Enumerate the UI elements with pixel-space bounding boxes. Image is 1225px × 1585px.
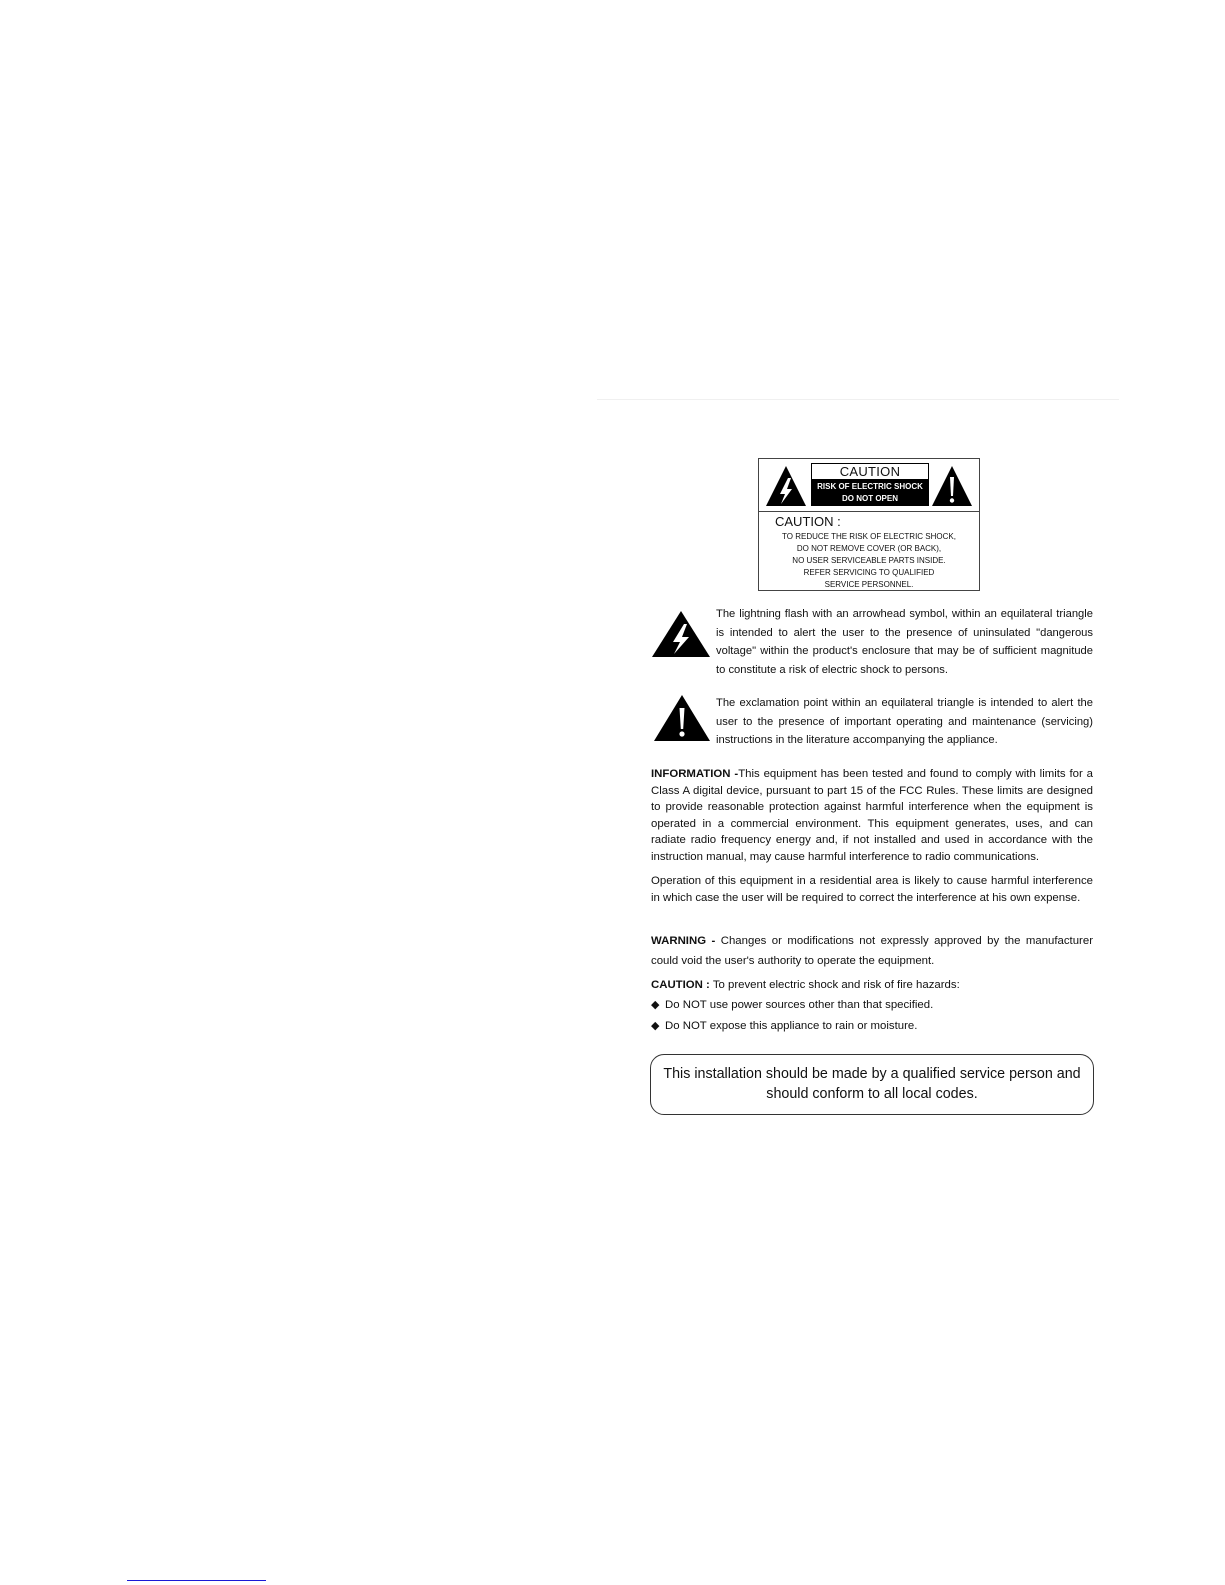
label-caution-title: CAUTION :: [775, 514, 841, 529]
information-text: This equipment has been tested and found to comply with limits for a Class A digital device, pursuant to part 15 of the FCC Rules. These limits are designed to provide reasonable protection against harmful interference when the equipment is operated in a commercial environment. This equipment generates, uses, and can radiate radio frequency energy and, if not installed and used in accordance with the instruction manual, may cause harmful interference to radio communications.: [651, 768, 1093, 863]
diamond-bullet-icon: ◆: [651, 999, 660, 1011]
list-item: [651, 997, 933, 1013]
caution-label: [758, 458, 980, 591]
information-paragraph: [651, 766, 1093, 865]
information-paragraph-2: Operation of this equipment in a residential area is likely to cause harmful interference in which case the user will be required to correct the interference at his own expense.: [651, 875, 1093, 904]
exclamation-symbol-text: The exclamation point within an equilateral triangle is intended to alert the user to the presence of important operating and maintenance (servicing) instructions in the literature accompanying the appliance.: [716, 697, 1093, 746]
label-line: SERVICE PERSONNEL.: [824, 580, 914, 589]
lightning-triangle-icon: [651, 610, 711, 658]
caution-label: CAUTION :: [651, 979, 710, 991]
label-banner-line1: RISK OF ELECTRIC SHOCK: [817, 482, 923, 491]
bullet-text: Do NOT expose this appliance to rain or moisture.: [665, 1020, 918, 1032]
caution-paragraph: [651, 977, 1093, 994]
exclamation-triangle-icon: [931, 464, 973, 508]
label-line: REFER SERVICING TO QUALIFIED: [803, 568, 935, 577]
diamond-bullet-icon: ◆: [651, 1020, 660, 1032]
exclamation-triangle-icon: [653, 694, 711, 742]
bullet-text: Do NOT use power sources other than that specified.: [665, 999, 934, 1011]
installation-notice: This installation should be made by a qualified service person and should conform to all local codes.: [650, 1054, 1094, 1115]
label-line: DO NOT REMOVE COVER (OR BACK),: [796, 544, 942, 553]
divider: [597, 399, 1119, 400]
label-caution-header: CAUTION: [811, 463, 929, 480]
lightning-triangle-icon: [765, 464, 807, 508]
label-banner-line2: DO NOT OPEN: [841, 494, 898, 503]
label-lines: [759, 531, 979, 591]
warning-paragraph: [651, 931, 1093, 971]
warning-label: WARNING -: [651, 935, 716, 947]
warning-text: Changes or modifications not expressly approved by the manufacturer could void the user's authority to operate the equipment.: [651, 935, 1093, 967]
footer-link-underline: [127, 1580, 266, 1581]
information-label: INFORMATION -: [651, 768, 739, 780]
label-line: NO USER SERVICEABLE PARTS INSIDE.: [792, 556, 946, 565]
caution-text: To prevent electric shock and risk of fire hazards:: [712, 979, 960, 991]
label-line: TO REDUCE THE RISK OF ELECTRIC SHOCK,: [782, 532, 956, 541]
lightning-symbol-text: The lightning flash with an arrowhead symbol, within an equilateral triangle is intended to alert the user to the presence of uninsulated "dangerous voltage" within the product's enclosure that may be of sufficient magnitude to constitute a risk of electric shock to persons.: [716, 608, 1093, 676]
label-banner: [811, 480, 929, 506]
list-item: [651, 1018, 917, 1034]
label-separator: [759, 511, 979, 512]
